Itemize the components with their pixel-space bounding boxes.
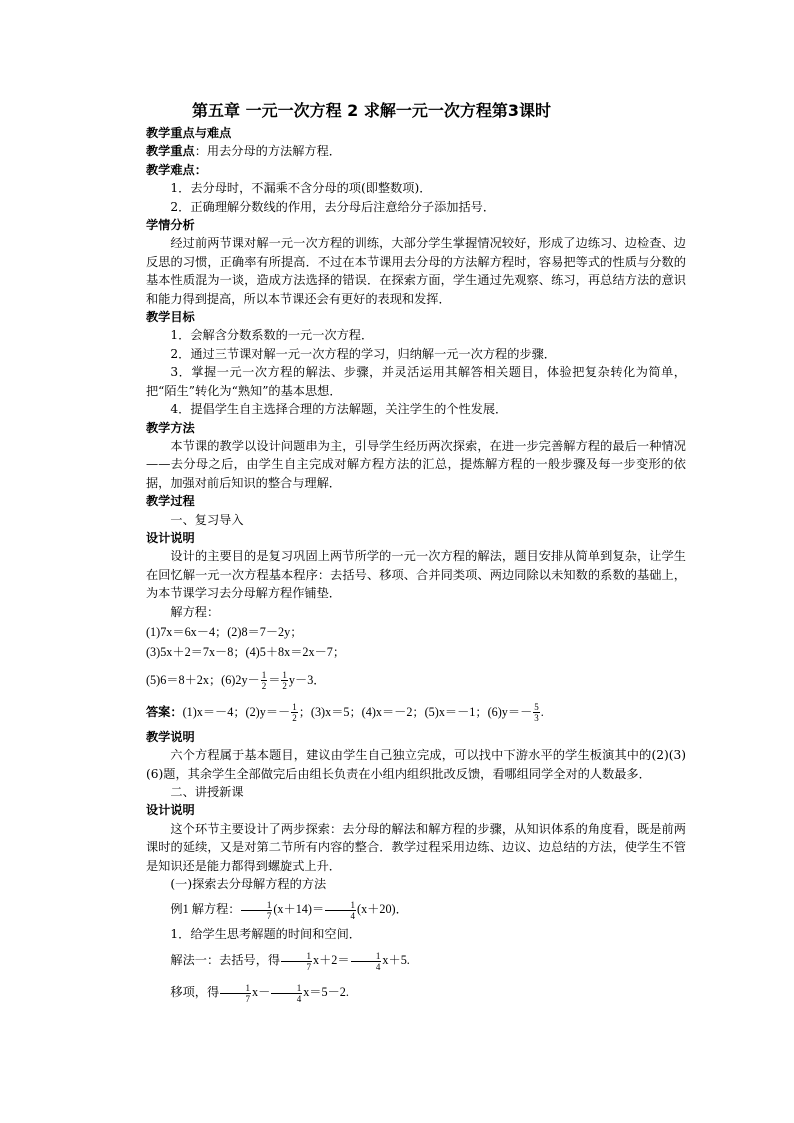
- explore-heading: (一)探索去分母解方程的方法: [170, 877, 327, 892]
- eq3-post: y－3．: [288, 672, 326, 687]
- heading-design-1: 设计说明: [146, 530, 195, 545]
- frac-num: 1: [241, 900, 272, 911]
- step-1: 1．给学生思考解题的时间和空间．: [170, 927, 361, 942]
- frac-den: 3: [534, 713, 539, 724]
- example-1: [146, 893, 686, 925]
- solution-line-1: [146, 944, 686, 976]
- goal-item: 1．会解含分数系数的一元一次方程．: [170, 328, 374, 343]
- fraction-half: [261, 670, 268, 691]
- frac-num: 1: [281, 951, 312, 962]
- frac-num: 1: [220, 983, 251, 994]
- solution-line-2: [146, 976, 686, 1008]
- frac-num: 1: [325, 900, 356, 911]
- design-paragraph-1: 设计的主要目的是复习巩固上两节所学的一元一次方程的解法，题目安排从简单到复杂，让学生在回忆解一元一次方程基本程序：去括号、移项、合并同类项、两边同除以未知数的系数的基础上，为本节课学习去分母解方程作铺垫．: [146, 549, 686, 601]
- solve-label: 解方程：: [170, 604, 220, 619]
- frac-num: 1: [292, 702, 297, 713]
- heading-method: 教学方法: [146, 420, 195, 435]
- fraction-half: [291, 702, 298, 723]
- fraction-one-fourth: [271, 983, 302, 1004]
- analysis-paragraph: 经过前两节课对解一元一次方程的训练，大部分学生掌握情况较好，形成了边练习、边检查、边反思的习惯，正确率有所提高．不过在本节课用去分母的方法解方程时，容易把等式的性质与分数的基本性质混为一谈，造成方法选择的错误．在探索方面，学生通过先观察、练习，再总结方法的意识和能力得到提高，所以本节课还会有更好的表现和发挥．: [146, 236, 686, 306]
- text-key: ：用去分母的方法解方程．: [194, 144, 341, 159]
- heading-goals: 教学目标: [146, 310, 195, 325]
- answer-line: [146, 696, 686, 728]
- label-key: 教学重点: [146, 144, 195, 159]
- frac-den: 2: [261, 681, 267, 692]
- frac-num: 1: [351, 951, 382, 962]
- answer-mid: ；(3)x＝5；(4)x＝－2；(5)x＝－1；(6)y＝－: [298, 704, 533, 719]
- difficulty-item: 2．正确理解分数线的作用，去分母后注意给分子添加括号．: [170, 199, 496, 214]
- fraction-one-fourth: [351, 951, 382, 972]
- sol1-post: x＋5.: [382, 952, 410, 967]
- heading-analysis: 学情分析: [146, 218, 195, 233]
- heading-design-2: 设计说明: [146, 803, 195, 818]
- heading-key-difficult: 教学重点与难点: [146, 126, 232, 140]
- document-page: [146, 100, 686, 1008]
- equation-line-2: (3)5x＋2＝7x－8；(4)5＋8x＝2x－7；: [146, 645, 346, 660]
- frac-den: 4: [296, 993, 302, 1004]
- fraction-one-seventh: [281, 951, 312, 972]
- frac-den: 4: [350, 911, 356, 922]
- eq3-mid: ＝: [268, 672, 281, 687]
- answer-post: .: [540, 704, 544, 719]
- sol1-mid: x＋2＝: [312, 952, 350, 967]
- move-pre: 移项，得: [170, 984, 220, 999]
- part-review: 一、复习导入: [170, 512, 244, 527]
- heading-process: 教学过程: [146, 494, 195, 509]
- difficulty-item: 1．去分母时，不漏乘不含分母的项(即整数项)．: [170, 181, 432, 196]
- frac-num: 5: [534, 702, 539, 713]
- goal-item: 2．通过三节课对解一元一次方程的学习，归纳解一元一次方程的步骤．: [170, 346, 556, 361]
- fraction-half: [281, 670, 288, 691]
- sol1-pre: 解法一：去括号，得: [170, 952, 281, 967]
- answer-label: 答案：: [146, 704, 183, 719]
- frac-num: 1: [271, 983, 302, 994]
- heading-difficulty: 教学难点：: [146, 162, 207, 177]
- part-new-lesson: 二、讲授新课: [170, 785, 244, 799]
- frac-den: 7: [306, 961, 311, 972]
- example-label: 例1 解方程：: [170, 902, 241, 917]
- design-paragraph-2: 这个环节主要设计了两步探索：去分母的解法和解方程的步骤，从知识体系的角度看，既是前两课时的延续，又是对第二节所有内容的整合．教学过程采用边练、边议、边总结的方法，使学生不管是知识还是能力都得到螺旋式上升．: [146, 821, 686, 873]
- goal-item: 3．掌握一元一次方程的解法、步骤，并灵活运用其解答相关题目，体验把复杂转化为简单，把“陌生”转化为“熟知”的基本思想．: [146, 365, 686, 398]
- equation-line-1: (1)7x＝6x－4；(2)8＝7－2y；: [146, 624, 303, 639]
- heading-teaching-note: 教学说明: [146, 729, 195, 744]
- fraction-one-seventh: [220, 983, 251, 1004]
- example-post: (x＋20)．: [357, 902, 408, 917]
- equation-line-3: [146, 664, 686, 696]
- fraction-five-thirds: [533, 702, 540, 723]
- teaching-paragraph: 六个方程属于基本题目，建议由学生自己独立完成，可以找中下游水平的学生板演其中的(2)(3)(6)题，其余学生全部做完后由组长负责在小组内组织批改反馈，看哪组同学全对的人数最多．: [146, 748, 686, 781]
- goal-item: 4．提倡学生自主选择合理的方法解题，关注学生的个性发展．: [170, 402, 508, 417]
- frac-den: 7: [266, 911, 272, 922]
- example-mid: (x＋14)＝: [273, 902, 325, 917]
- move-mid: x－: [252, 984, 271, 999]
- frac-den: 7: [245, 993, 251, 1004]
- fraction-one-seventh: [241, 900, 272, 921]
- method-paragraph: 本节课的教学以设计问题串为主，引导学生经历两次探索，在进一步完善解方程的最后一种情况——去分母之后，由学生自主完成对解方程方法的汇总，提炼解方程的一般步骤及每一步变形的依据，加强对前后知识的整合与理解．: [146, 438, 686, 490]
- answer-pre: (1)x＝－4；(2)y＝－: [182, 704, 291, 719]
- fraction-one-fourth: [325, 900, 356, 921]
- move-post: x＝5－2.: [303, 984, 349, 999]
- frac-num: 1: [282, 670, 287, 681]
- page-title: 第五章 一元一次方程 2 求解一元一次方程第3课时: [192, 101, 551, 120]
- frac-den: 2: [282, 681, 287, 692]
- frac-num: 1: [261, 670, 267, 681]
- frac-den: 4: [375, 961, 381, 972]
- eq3-pre: (5)6＝8＋2x；(6)2y－: [146, 672, 260, 687]
- frac-den: 2: [292, 713, 297, 724]
